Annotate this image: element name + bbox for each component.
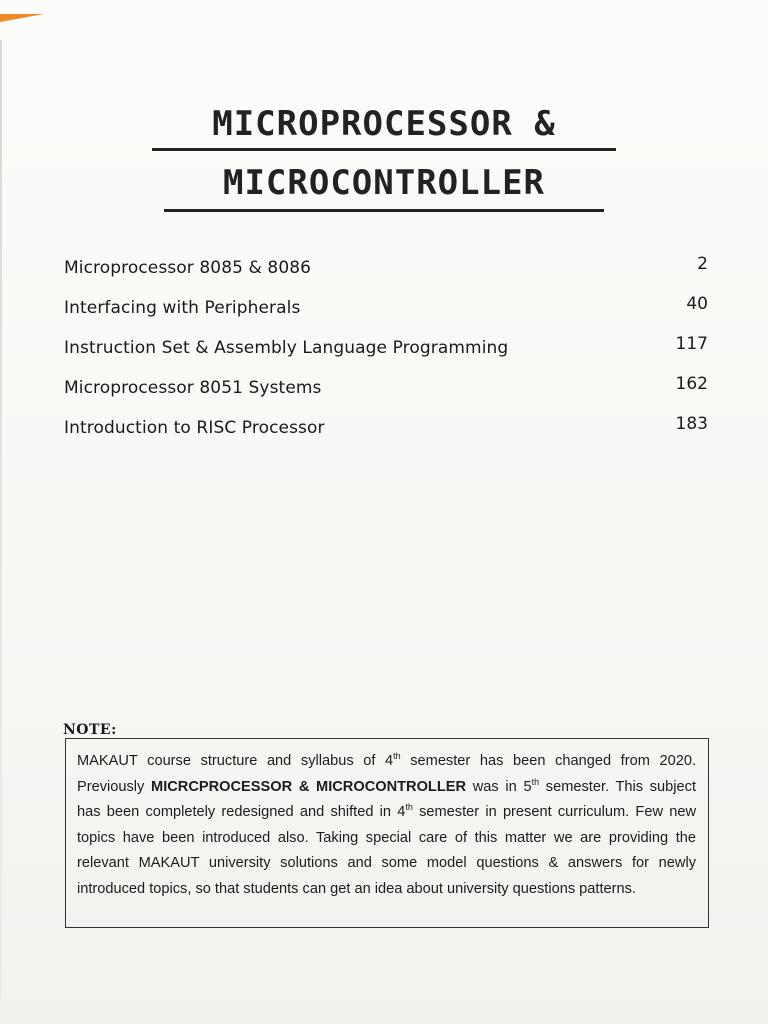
toc-entry-label: Microprocessor 8051 Systems (64, 378, 322, 398)
toc-entry[interactable] (64, 334, 708, 378)
note-bold-title: MICRCPROCESSOR & MICROCONTROLLER (151, 778, 467, 795)
toc-entry[interactable] (64, 414, 708, 458)
toc-entry-page: 162 (675, 374, 708, 394)
title-underline-2 (164, 209, 604, 212)
toc-entry-label: Interfacing with Peripherals (64, 298, 301, 318)
page-left-edge (0, 40, 2, 1000)
title-line-1: MICROPROCESSOR & (212, 104, 556, 144)
toc-entry-page: 40 (686, 294, 708, 314)
toc-entry[interactable] (64, 294, 708, 338)
toc-entry-label: Microprocessor 8085 & 8086 (64, 258, 312, 278)
table-of-contents (64, 254, 708, 458)
note-sup-2: th (531, 776, 540, 787)
toc-entry-label: Introduction to RISC Processor (64, 418, 325, 438)
toc-entry[interactable] (64, 254, 708, 298)
note-box (65, 738, 709, 928)
note-text-5: semester in present curriculum. Few new topics have been introduced also. Taking special care of this matter we are providing the relevant MAKAUT university solutions and some model questions & answers for newly introduced topics, so that students can get an idea about university questions patterns. (77, 804, 696, 897)
title-line-2: MICROCONTROLLER (222, 163, 546, 203)
toc-entry-page: 183 (675, 414, 708, 434)
corner-accent-mark (0, 14, 44, 22)
note-text-4: semester. This subject has been completely redesigned and shifted in 4 (77, 778, 697, 820)
note-sup-3: th (405, 802, 413, 812)
toc-entry-page: 2 (697, 254, 708, 274)
note-text-1: MAKAUT course structure and syllabus of 4 (77, 753, 394, 769)
note-heading: NOTE: (63, 722, 117, 738)
title-underline-1 (152, 148, 616, 151)
book-title (120, 104, 648, 212)
toc-entry[interactable] (64, 374, 708, 418)
toc-entry-page: 117 (675, 334, 708, 354)
note-text-2: semester has been changed from 2020. Previously (77, 753, 696, 795)
toc-entry-label: Instruction Set & Assembly Language Programming (64, 338, 509, 358)
note-text-3: was in 5 (466, 778, 532, 795)
note-sup-1: th (393, 751, 401, 761)
